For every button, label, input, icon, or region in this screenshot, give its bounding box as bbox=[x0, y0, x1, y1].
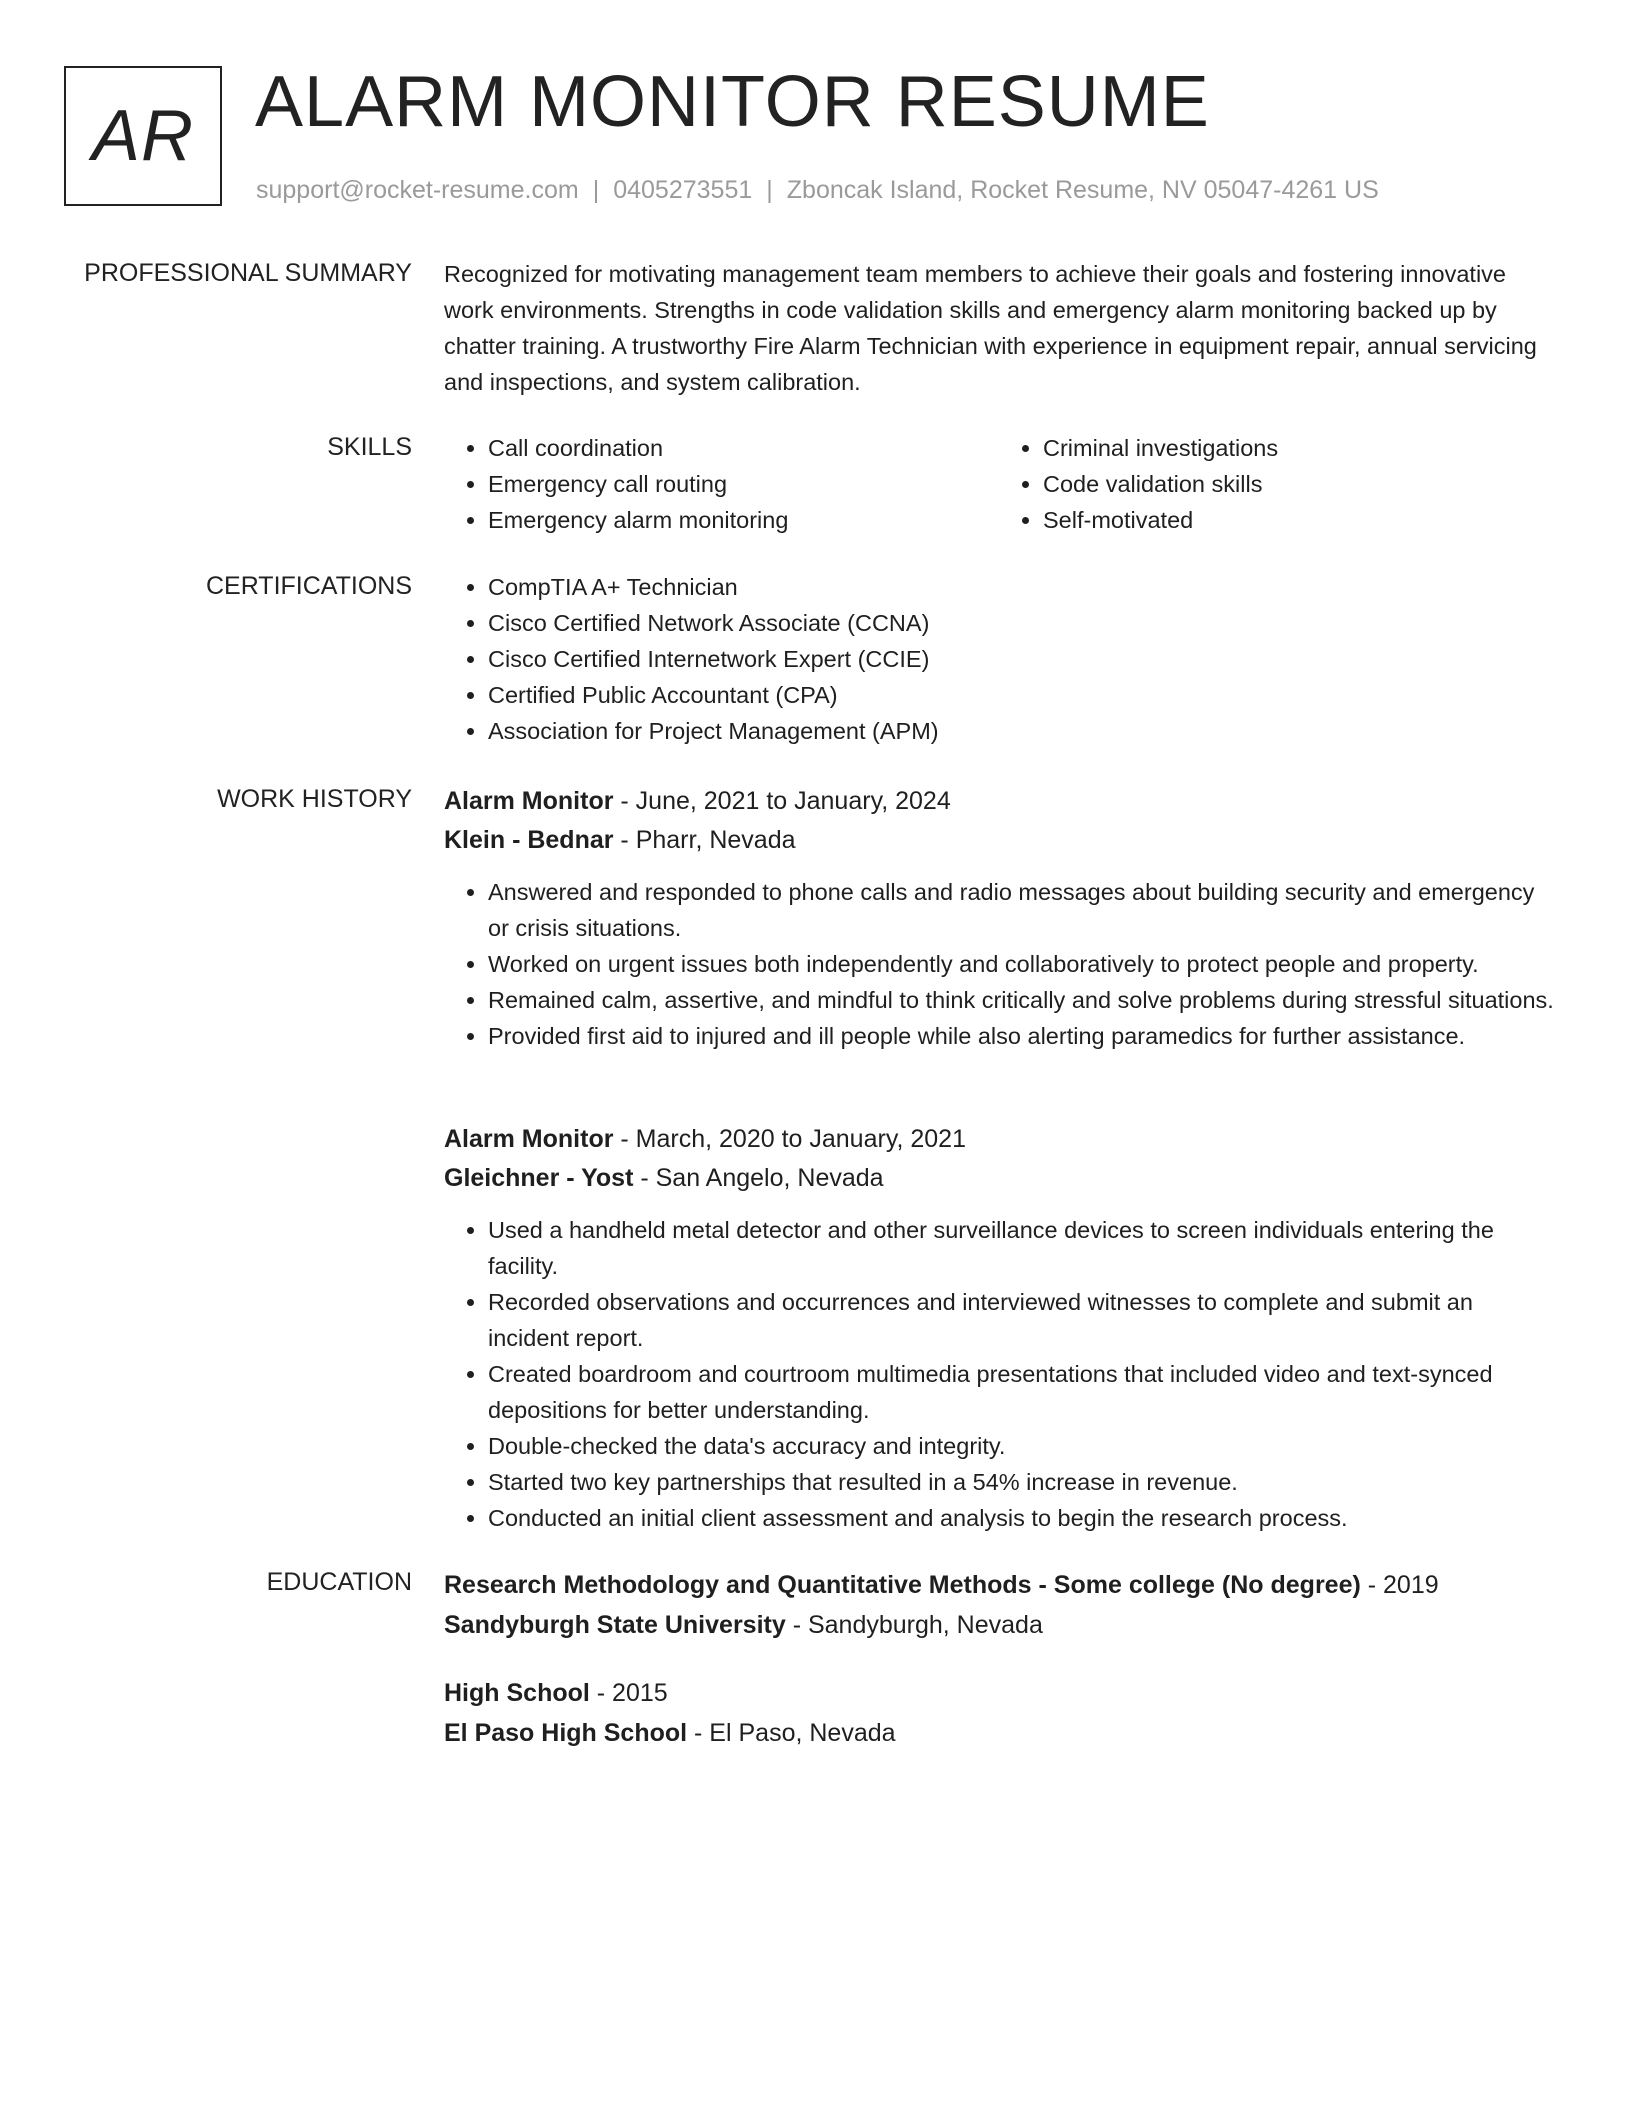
job-dates: - March, 2020 to January, 2021 bbox=[613, 1125, 966, 1153]
job-title-line bbox=[444, 1120, 1554, 1159]
education-location: - Sandyburgh, Nevada bbox=[785, 1611, 1043, 1639]
skill-item: • Criminal investigations bbox=[1043, 430, 1554, 466]
skill-item: • Call coordination bbox=[488, 430, 999, 466]
work-history-body bbox=[444, 782, 1554, 1054]
job-bullet: • Provided first aid to injured and ill people while also alerting paramedics for further assistance. bbox=[488, 1018, 1554, 1054]
job-company-line bbox=[444, 1159, 1554, 1198]
job-company: Klein - Bednar bbox=[444, 826, 614, 854]
education-degree-line bbox=[444, 1673, 1554, 1713]
certifications-list bbox=[444, 569, 1554, 749]
job-bullet: • Conducted an initial client assessment and analysis to begin the research process. bbox=[488, 1500, 1554, 1536]
section-label-education: EDUCATION bbox=[266, 1568, 412, 1596]
contact-separator: | bbox=[592, 176, 600, 204]
contact-separator: | bbox=[766, 176, 773, 204]
education-school-line bbox=[444, 1605, 1554, 1645]
education-school-line bbox=[444, 1713, 1554, 1753]
education-school: Sandyburgh State University bbox=[444, 1611, 786, 1639]
education-degree-line bbox=[444, 1565, 1554, 1605]
certification-item: • Association for Project Management (APM) bbox=[488, 713, 1554, 749]
resume-title: ALARM MONITOR RESUME bbox=[255, 62, 1210, 142]
education-entry bbox=[444, 1565, 1554, 1645]
job-entry bbox=[444, 782, 1554, 1054]
skills-grid bbox=[444, 430, 1554, 538]
job-bullets bbox=[444, 1212, 1554, 1536]
education-body bbox=[444, 1565, 1554, 1645]
education-degree: High School bbox=[444, 1679, 590, 1707]
education-location: - El Paso, Nevada bbox=[687, 1719, 896, 1747]
education-school: El Paso High School bbox=[444, 1719, 688, 1747]
skills-body bbox=[444, 430, 1554, 538]
summary-body bbox=[444, 256, 1554, 400]
skill-item: • Self-motivated bbox=[1043, 502, 1554, 538]
education-year: - 2019 bbox=[1360, 1571, 1439, 1599]
education-body-2 bbox=[444, 1673, 1554, 1753]
job-bullet: • Remained calm, assertive, and mindful to think critically and solve problems during stressful situations. bbox=[488, 982, 1554, 1018]
certification-item: • Cisco Certified Network Associate (CCNA) bbox=[488, 605, 1554, 641]
job-title-line bbox=[444, 782, 1554, 821]
monogram-logo: AR bbox=[64, 66, 222, 206]
section-label-certifications: CERTIFICATIONS bbox=[205, 572, 412, 600]
skill-item: • Emergency call routing bbox=[488, 466, 999, 502]
contact-email[interactable]: support@rocket-resume.com bbox=[256, 176, 579, 204]
job-location: - San Angelo, Nevada bbox=[633, 1164, 884, 1192]
certifications-body bbox=[444, 569, 1554, 749]
education-entry bbox=[444, 1673, 1554, 1753]
contact-phone[interactable]: 0405273551 bbox=[613, 176, 753, 204]
skill-item: • Code validation skills bbox=[1043, 466, 1554, 502]
education-degree: Research Methodology and Quantitative Methods - Some college (No degree) bbox=[444, 1571, 1361, 1599]
job-bullets bbox=[444, 874, 1554, 1054]
skill-item: • Emergency alarm monitoring bbox=[488, 502, 999, 538]
job-company: Gleichner - Yost bbox=[444, 1164, 634, 1192]
job-company-line bbox=[444, 821, 1554, 860]
job-bullet: • Double-checked the data's accuracy and integrity. bbox=[488, 1428, 1554, 1464]
job-bullet: • Worked on urgent issues both independently and collaboratively to protect people and property. bbox=[488, 946, 1554, 982]
skills-column-2 bbox=[999, 430, 1554, 538]
job-location: - Pharr, Nevada bbox=[613, 826, 796, 854]
job-dates: - June, 2021 to January, 2024 bbox=[613, 787, 951, 815]
section-label-work-history: WORK HISTORY bbox=[217, 785, 412, 813]
section-label-summary: PROFESSIONAL SUMMARY bbox=[84, 259, 412, 287]
job-bullet: • Answered and responded to phone calls and radio messages about building security and emergency or crisis situations. bbox=[488, 874, 1554, 946]
job-bullet: • Created boardroom and courtroom multimedia presentations that included video and text-synced depositions for better understanding. bbox=[488, 1356, 1554, 1428]
certification-item: • Cisco Certified Internetwork Expert (CCIE) bbox=[488, 641, 1554, 677]
certification-item: • Certified Public Accountant (CPA) bbox=[488, 677, 1554, 713]
contact-line bbox=[256, 174, 1379, 206]
skills-column-1 bbox=[444, 430, 999, 538]
work-history-body-2 bbox=[444, 1120, 1554, 1536]
contact-address: Zboncak Island, Rocket Resume, NV 05047-4261 US bbox=[786, 176, 1379, 204]
job-title: Alarm Monitor bbox=[444, 1125, 614, 1153]
job-bullet: • Started two key partnerships that resulted in a 54% increase in revenue. bbox=[488, 1464, 1554, 1500]
job-entry bbox=[444, 1120, 1554, 1536]
summary-text: Recognized for motivating management team members to achieve their goals and fostering innovative work environments. Strengths in code validation skills and emergency alarm monitoring backed up by chatter training. A trustworthy Fire Alarm Technician with experience in equipment repair, annual servicing and inspections, and system calibration. bbox=[444, 261, 1537, 395]
section-label-skills: SKILLS bbox=[327, 433, 412, 461]
certification-item: • CompTIA A+ Technician bbox=[488, 569, 1554, 605]
job-bullet: • Recorded observations and occurrences and interviewed witnesses to complete and submit an incident report. bbox=[488, 1284, 1554, 1356]
education-year: - 2015 bbox=[589, 1679, 668, 1707]
job-bullet: • Used a handheld metal detector and other surveillance devices to screen individuals entering the facility. bbox=[488, 1212, 1554, 1284]
job-title: Alarm Monitor bbox=[444, 787, 614, 815]
